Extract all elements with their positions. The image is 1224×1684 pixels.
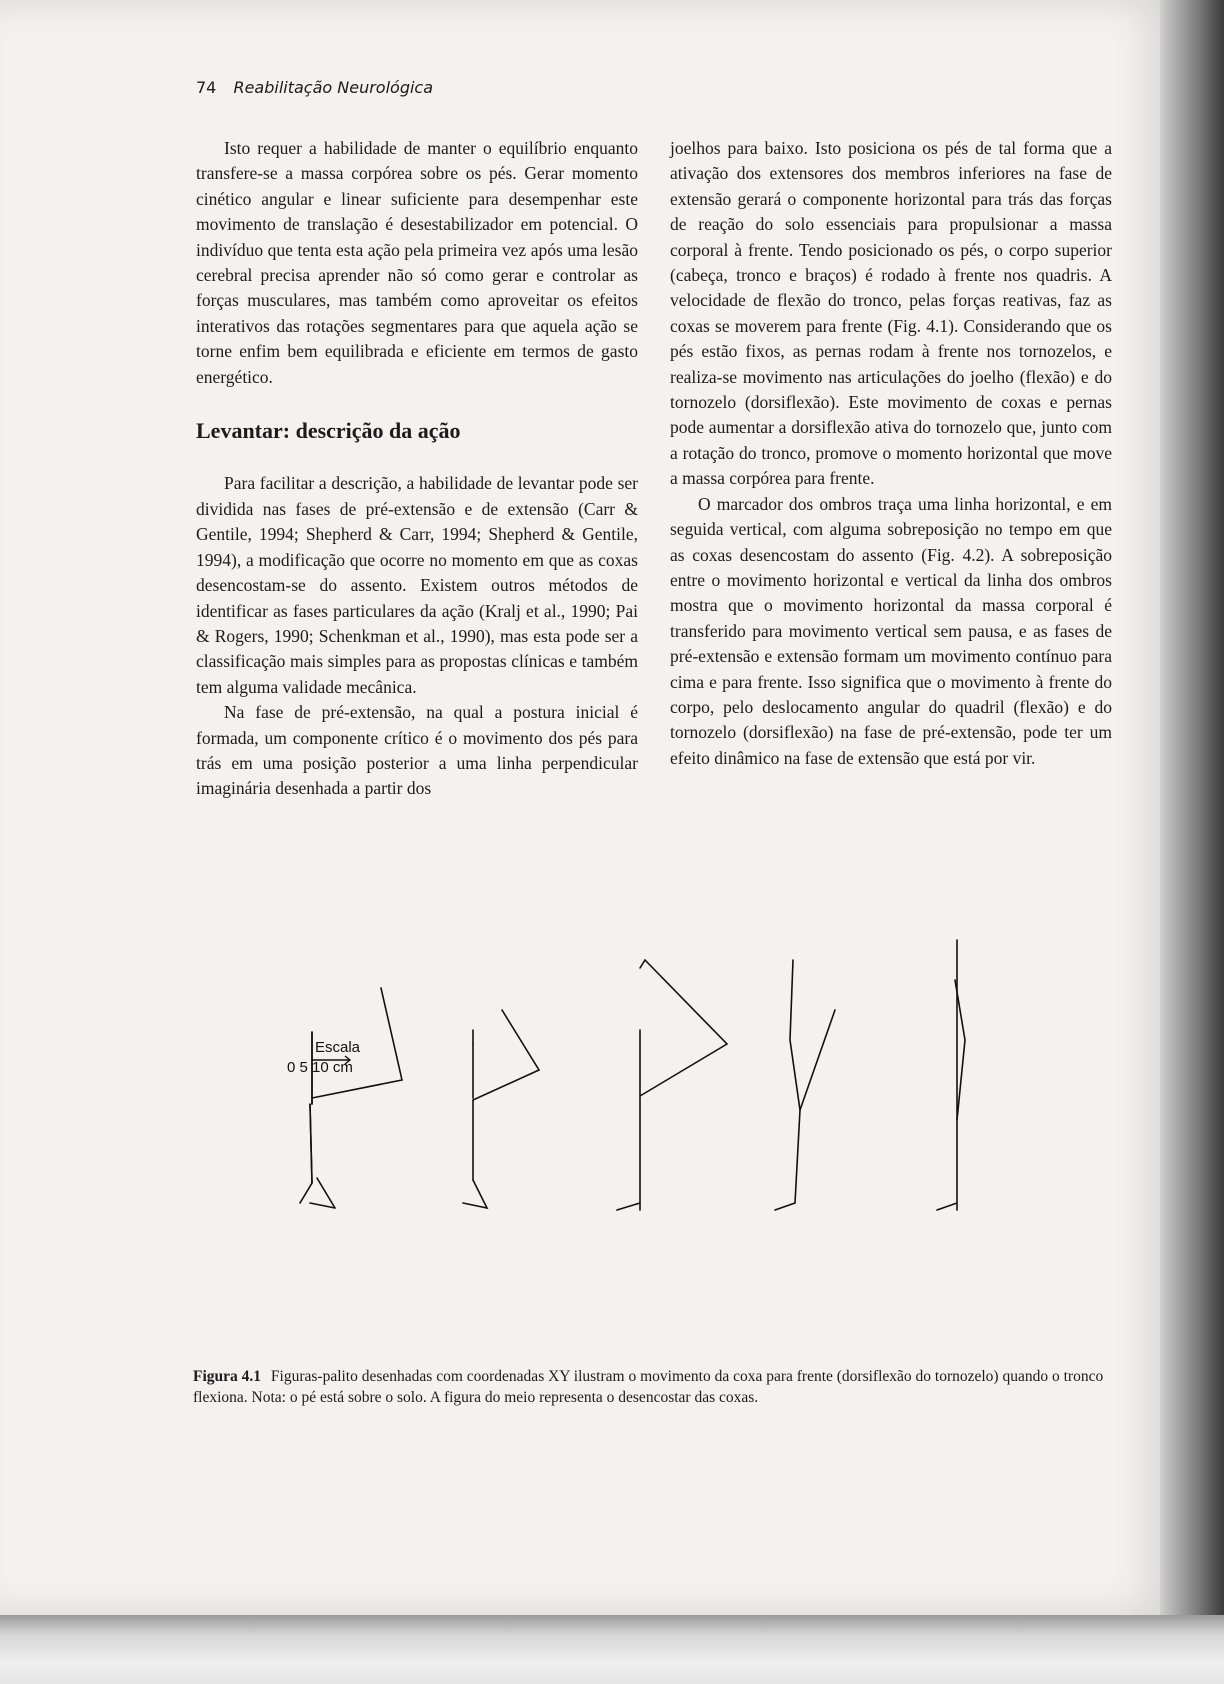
figure-caption-text: Figuras-palito desenhadas com coordenadas XY ilustram o movimento da coxa para frente (dorsiflexão do tornozelo) quando o tronco flexiona. Nota: o pé está sobre o solo. A figura do meio representa o desencostar das coxas.: [193, 1368, 1104, 1406]
page-edge-shadow: [1160, 0, 1224, 1684]
page-bottom-edge: [0, 1615, 1224, 1684]
right-paragraph-2: O marcador dos ombros traça uma linha horizontal, e em seguida vertical, com alguma sobreposição no tempo em que as coxas desencostam do assento (Fig. 4.2). A sobreposição entre o movimento horizontal e vertical da linha dos ombros mostra que o movimento horizontal da massa corporal é transferido para movimento vertical sem pausa, e as fases de pré-extensão e extensão formam um movimento contínuo para cima e para frente. Isso significa que o movimento à frente do corpo, pelo deslocamento angular do quadril (flexão) e do tornozelo (dorsiflexão) na fase de pré-extensão, pode ter um efeito dinâmico na fase de extensão que está por vir.: [670, 493, 1112, 768]
figure-caption: [193, 1366, 1113, 1408]
figure-label: Figura 4.1: [193, 1368, 262, 1385]
right-paragraph-1: joelhos para baixo. Isto posiciona os pés de tal forma que a ativação dos extensores dos membros inferiores na fase de extensão gerará o componente horizontal para trás das forças de reação do solo essenciais para propulsionar a massa corporal à frente. Tendo posicionado os pés, o corpo superior (cabeça, tronco e braços) é rodado à frente nos quadris. A velocidade de flexão do tronco, pelas forças reativas, faz as coxas se moverem para frente (Fig. 4.1). Considerando que os pés estão fixos, as pernas rodam à frente nos tornozelos, e realiza-se movimento nas articulações do joelho (flexão) e do tornozelo (dorsiflexão). Este movimento de coxas e pernas pode aumentar a dorsiflexão ativa do tornozelo que, junto com a rotação do tronco, promove o momento horizontal que move a massa corpórea para frente.: [670, 138, 1112, 489]
stick-figures-svg: [275, 920, 1135, 1330]
stick-figure-diagram: [275, 920, 1135, 1330]
left-paragraph-1: Isto requer a habilidade de manter o equilíbrio enquanto transfere-se a massa corpórea sobre os pés. Gerar momento cinético angular e linear suficiente para desempenhar este movimento de translação é desestabilizador em potencial. O indivíduo que tenta esta ação pela primeira vez após uma lesão cerebral precisa aprender não só como gerar e controlar as forças musculares, mas também como aproveitar os efeitos interativos das rotações segmentares para que aquela ação se torne enfim bem equilibrada e eficiente em termos de gasto energético.: [196, 138, 638, 387]
left-column: [196, 136, 638, 802]
left-paragraph-2: Para facilitar a descrição, a habilidade de levantar pode ser dividida nas fases de pré-extensão e de extensão (Carr & Gentile, 1994; Shepherd & Carr, 1994; Shepherd & Gentile, 1994), a modificação que ocorre no momento em que as coxas desencostam-se do assento. Existem outros métodos de identificar as fases particulares da ação (Kralj et al., 1990; Pai & Rogers, 1990; Schenkman et al., 1990), mas esta pode ser a classificação mais simples para as propostas clínicas e também tem alguma validade mecânica.: [196, 473, 638, 697]
left-paragraph-3: Na fase de pré-extensão, na qual a postura inicial é formada, um componente crítico é o movimento dos pés para trás em uma posição posterior a uma linha perpendicular imaginária desenhada a partir dos: [196, 702, 638, 799]
stick-figure-3: [617, 960, 727, 1210]
stick-figure-2: [463, 1010, 539, 1208]
book-title: Reabilitação Neurológica: [233, 78, 434, 97]
stick-figure-1: [300, 988, 402, 1208]
scale-label: Escala: [315, 1039, 361, 1056]
scale-ticks: 0 5 10 cm: [287, 1059, 353, 1076]
stick-figure-5: [937, 940, 965, 1210]
stick-figure-4: [775, 960, 835, 1210]
running-header: [196, 78, 433, 97]
right-column: [670, 136, 1112, 771]
page-number: 74: [196, 78, 217, 97]
section-heading: Levantar: descrição da ação: [196, 418, 461, 444]
scale-bar: [287, 1039, 361, 1076]
